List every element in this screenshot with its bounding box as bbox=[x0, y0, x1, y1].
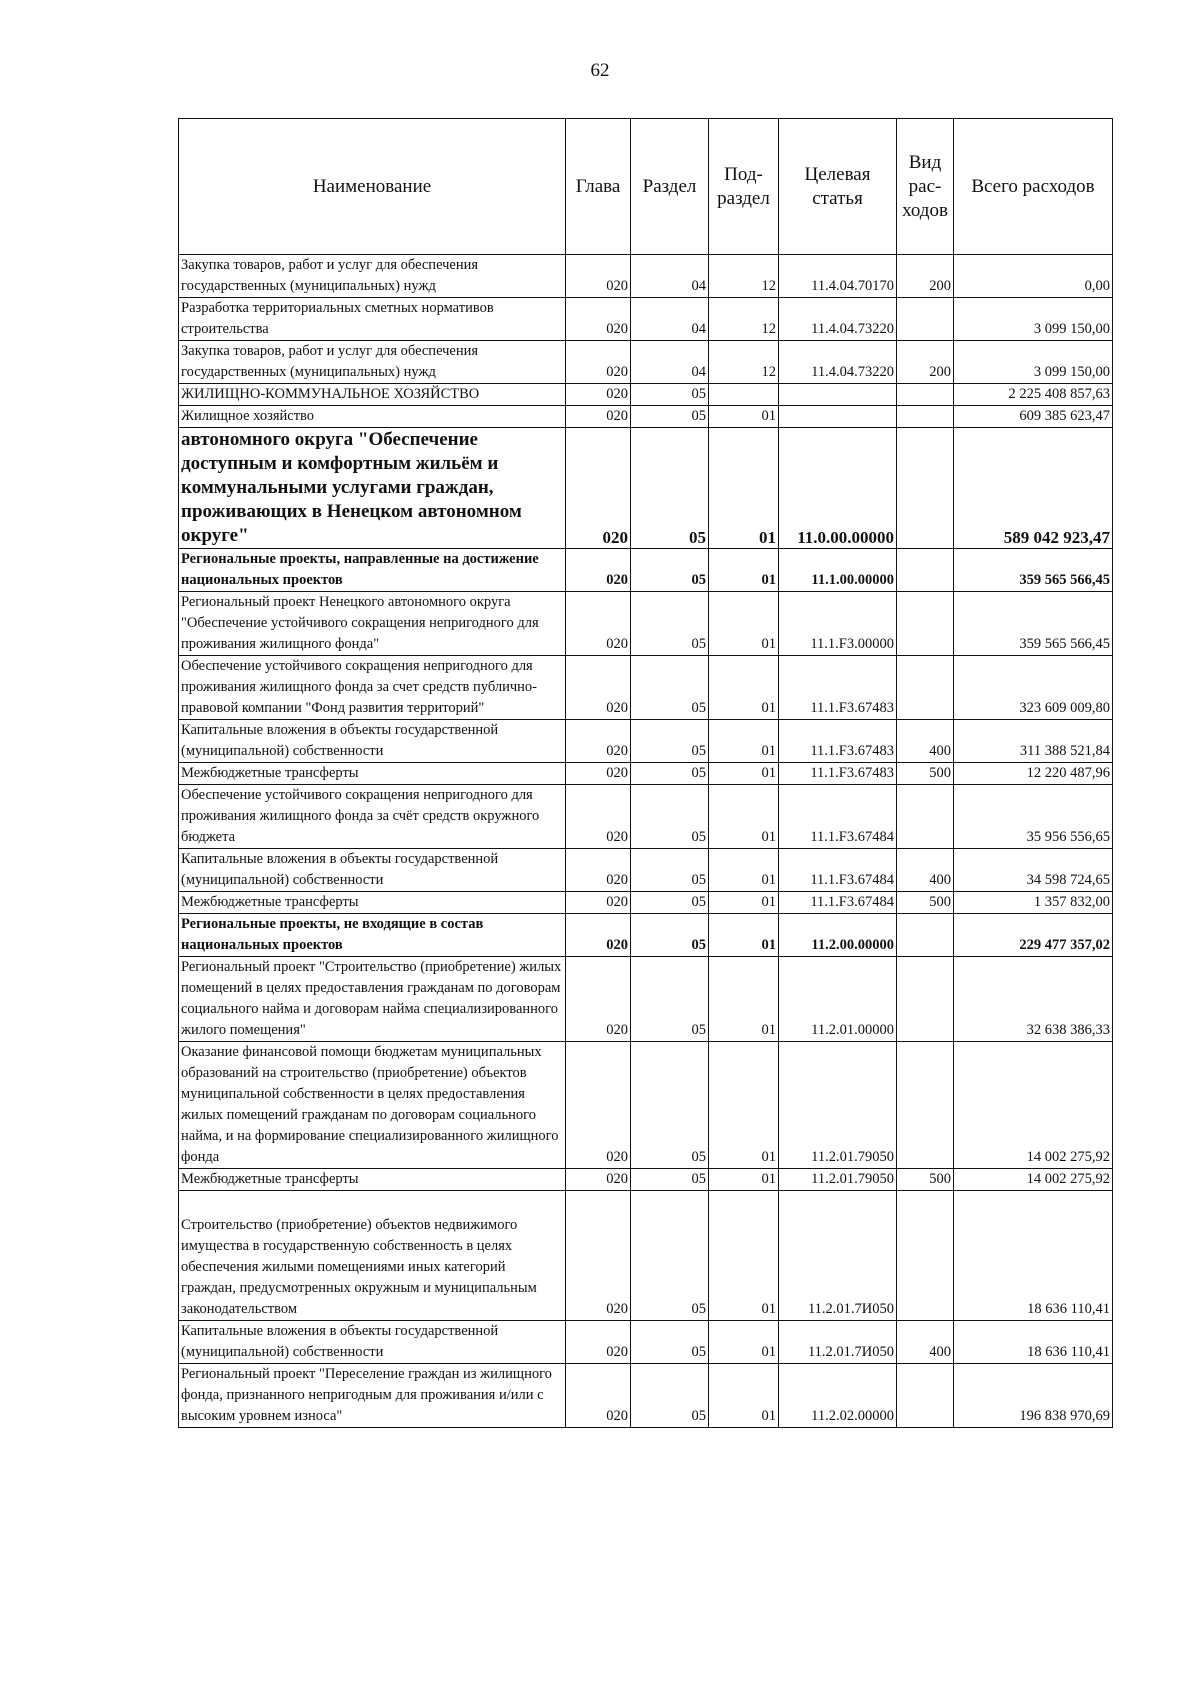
table-row bbox=[179, 255, 1113, 298]
cell-razdel: 05 bbox=[631, 957, 709, 1042]
col-header-total: Всего расходов bbox=[954, 119, 1113, 255]
cell-total: 35 956 556,65 bbox=[954, 785, 1113, 849]
cell-glava: 020 bbox=[566, 720, 631, 763]
cell-celevaya: 11.2.02.00000 bbox=[779, 1364, 897, 1428]
cell-razdel: 05 bbox=[631, 406, 709, 428]
cell-razdel: 05 bbox=[631, 720, 709, 763]
cell-name: Закупка товаров, работ и услуг для обеспечения государственных (муниципальных) нужд bbox=[179, 341, 566, 384]
cell-razdel: 04 bbox=[631, 298, 709, 341]
cell-name: Капитальные вложения в объекты государственной (муниципальной) собственности bbox=[179, 849, 566, 892]
cell-glava: 020 bbox=[566, 428, 631, 549]
cell-glava: 020 bbox=[566, 1364, 631, 1428]
cell-total: 359 565 566,45 bbox=[954, 592, 1113, 656]
cell-total: 34 598 724,65 bbox=[954, 849, 1113, 892]
cell-podrazdel: 01 bbox=[709, 592, 779, 656]
cell-total: 14 002 275,92 bbox=[954, 1169, 1113, 1191]
cell-glava: 020 bbox=[566, 656, 631, 720]
cell-podrazdel: 01 bbox=[709, 656, 779, 720]
cell-podrazdel: 01 bbox=[709, 406, 779, 428]
cell-name: Обеспечение устойчивого сокращения непригодного для проживания жилищного фонда за счет средств публично-правовой компании "Фонд развития территорий" bbox=[179, 656, 566, 720]
cell-glava: 020 bbox=[566, 957, 631, 1042]
cell-razdel: 04 bbox=[631, 341, 709, 384]
cell-total: 323 609 009,80 bbox=[954, 656, 1113, 720]
cell-razdel: 05 bbox=[631, 1169, 709, 1191]
cell-total: 12 220 487,96 bbox=[954, 763, 1113, 785]
col-header-celevaya: Целевая статья bbox=[779, 119, 897, 255]
cell-celevaya: 11.0.00.00000 bbox=[779, 428, 897, 549]
cell-celevaya: 11.1.F3.67484 bbox=[779, 849, 897, 892]
cell-total: 229 477 357,02 bbox=[954, 914, 1113, 957]
cell-vid bbox=[897, 1042, 954, 1169]
cell-razdel: 04 bbox=[631, 255, 709, 298]
cell-podrazdel: 12 bbox=[709, 298, 779, 341]
cell-vid bbox=[897, 914, 954, 957]
col-header-podrazdel: Под-раздел bbox=[709, 119, 779, 255]
cell-celevaya: 11.4.04.73220 bbox=[779, 341, 897, 384]
table-row bbox=[179, 1191, 1113, 1321]
cell-vid: 500 bbox=[897, 763, 954, 785]
cell-celevaya: 11.2.01.79050 bbox=[779, 1042, 897, 1169]
cell-name: Оказание финансовой помощи бюджетам муниципальных образований на строительство (приобретение) объектов муниципальной собственности в целях предоставления жилых помещений гражданам по договорам социального найма, и на формирование специализированного жилищного фонда bbox=[179, 1042, 566, 1169]
cell-vid bbox=[897, 957, 954, 1042]
cell-podrazdel: 01 bbox=[709, 1191, 779, 1321]
table-row bbox=[179, 298, 1113, 341]
cell-glava: 020 bbox=[566, 592, 631, 656]
cell-vid bbox=[897, 1191, 954, 1321]
cell-celevaya: 11.2.01.7И050 bbox=[779, 1191, 897, 1321]
table-row bbox=[179, 384, 1113, 406]
cell-total: 311 388 521,84 bbox=[954, 720, 1113, 763]
cell-podrazdel: 12 bbox=[709, 341, 779, 384]
table-row bbox=[179, 1321, 1113, 1364]
cell-total: 3 099 150,00 bbox=[954, 298, 1113, 341]
cell-total: 3 099 150,00 bbox=[954, 341, 1113, 384]
cell-vid: 500 bbox=[897, 1169, 954, 1191]
cell-celevaya: 11.2.00.00000 bbox=[779, 914, 897, 957]
cell-name: Капитальные вложения в объекты государственной (муниципальной) собственности bbox=[179, 720, 566, 763]
cell-razdel: 05 bbox=[631, 1042, 709, 1169]
cell-name: Жилищное хозяйство bbox=[179, 406, 566, 428]
cell-glava: 020 bbox=[566, 1191, 631, 1321]
cell-name: Межбюджетные трансферты bbox=[179, 763, 566, 785]
cell-podrazdel: 01 bbox=[709, 1042, 779, 1169]
cell-razdel: 05 bbox=[631, 763, 709, 785]
table-row bbox=[179, 849, 1113, 892]
table-row bbox=[179, 785, 1113, 849]
table-row bbox=[179, 914, 1113, 957]
cell-name: Капитальные вложения в объекты государственной (муниципальной) собственности bbox=[179, 1321, 566, 1364]
table-row bbox=[179, 892, 1113, 914]
cell-razdel: 05 bbox=[631, 1191, 709, 1321]
cell-vid bbox=[897, 298, 954, 341]
cell-glava: 020 bbox=[566, 1042, 631, 1169]
cell-glava: 020 bbox=[566, 785, 631, 849]
cell-celevaya: 11.4.04.70170 bbox=[779, 255, 897, 298]
cell-vid: 400 bbox=[897, 849, 954, 892]
cell-celevaya: 11.1.F3.67483 bbox=[779, 720, 897, 763]
cell-name: Закупка товаров, работ и услуг для обеспечения государственных (муниципальных) нужд bbox=[179, 255, 566, 298]
cell-podrazdel: 01 bbox=[709, 1169, 779, 1191]
cell-total: 18 636 110,41 bbox=[954, 1321, 1113, 1364]
table-row bbox=[179, 720, 1113, 763]
cell-podrazdel: 01 bbox=[709, 892, 779, 914]
page-number: 62 bbox=[590, 60, 610, 81]
cell-vid bbox=[897, 549, 954, 592]
cell-glava: 020 bbox=[566, 1169, 631, 1191]
cell-podrazdel: 01 bbox=[709, 428, 779, 549]
cell-name: Региональные проекты, направленные на достижение национальных проектов bbox=[179, 549, 566, 592]
cell-total: 14 002 275,92 bbox=[954, 1042, 1113, 1169]
cell-razdel: 05 bbox=[631, 656, 709, 720]
table-row bbox=[179, 1042, 1113, 1169]
table-header-row bbox=[179, 119, 1113, 255]
cell-celevaya: 11.2.01.7И050 bbox=[779, 1321, 897, 1364]
cell-razdel: 05 bbox=[631, 428, 709, 549]
cell-vid bbox=[897, 656, 954, 720]
col-header-razdel: Раздел bbox=[631, 119, 709, 255]
cell-podrazdel: 01 bbox=[709, 720, 779, 763]
cell-vid: 500 bbox=[897, 892, 954, 914]
cell-podrazdel: 01 bbox=[709, 957, 779, 1042]
table-row bbox=[179, 592, 1113, 656]
cell-glava: 020 bbox=[566, 255, 631, 298]
cell-podrazdel: 01 bbox=[709, 849, 779, 892]
cell-name: автономного округа "Обеспечение доступным и комфортным жильём и коммунальными услугами граждан, проживающих в Ненецком автономном округе" bbox=[179, 428, 566, 549]
cell-glava: 020 bbox=[566, 341, 631, 384]
col-header-glava: Глава bbox=[566, 119, 631, 255]
cell-podrazdel: 01 bbox=[709, 1321, 779, 1364]
cell-total: 1 357 832,00 bbox=[954, 892, 1113, 914]
cell-total: 2 225 408 857,63 bbox=[954, 384, 1113, 406]
cell-celevaya: 11.4.04.73220 bbox=[779, 298, 897, 341]
cell-glava: 020 bbox=[566, 298, 631, 341]
cell-vid bbox=[897, 428, 954, 549]
cell-name: Региональный проект "Строительство (приобретение) жилых помещений в целях предоставления гражданам по договорам социального найма и договорам найма специализированного жилого помещения" bbox=[179, 957, 566, 1042]
cell-podrazdel: 01 bbox=[709, 763, 779, 785]
table-row bbox=[179, 406, 1113, 428]
cell-podrazdel bbox=[709, 384, 779, 406]
cell-celevaya: 11.1.F3.67483 bbox=[779, 656, 897, 720]
cell-podrazdel: 01 bbox=[709, 914, 779, 957]
cell-celevaya bbox=[779, 384, 897, 406]
cell-celevaya: 11.1.00.00000 bbox=[779, 549, 897, 592]
cell-name: Межбюджетные трансферты bbox=[179, 1169, 566, 1191]
col-header-vid: Вид рас-ходов bbox=[897, 119, 954, 255]
cell-total: 359 565 566,45 bbox=[954, 549, 1113, 592]
cell-vid: 200 bbox=[897, 255, 954, 298]
cell-razdel: 05 bbox=[631, 785, 709, 849]
table-row bbox=[179, 957, 1113, 1042]
table-row bbox=[179, 428, 1113, 549]
cell-name: Региональные проекты, не входящие в состав национальных проектов bbox=[179, 914, 566, 957]
cell-vid bbox=[897, 785, 954, 849]
cell-glava: 020 bbox=[566, 849, 631, 892]
table-row bbox=[179, 656, 1113, 720]
cell-glava: 020 bbox=[566, 549, 631, 592]
budget-table bbox=[178, 118, 1113, 1428]
cell-celevaya: 11.1.F3.67484 bbox=[779, 785, 897, 849]
cell-podrazdel: 01 bbox=[709, 549, 779, 592]
cell-podrazdel: 01 bbox=[709, 785, 779, 849]
cell-celevaya: 11.2.01.79050 bbox=[779, 1169, 897, 1191]
cell-razdel: 05 bbox=[631, 549, 709, 592]
cell-vid bbox=[897, 406, 954, 428]
cell-vid: 400 bbox=[897, 720, 954, 763]
cell-razdel: 05 bbox=[631, 592, 709, 656]
cell-name: Разработка территориальных сметных нормативов строительства bbox=[179, 298, 566, 341]
cell-razdel: 05 bbox=[631, 384, 709, 406]
cell-vid bbox=[897, 384, 954, 406]
cell-total: 0,00 bbox=[954, 255, 1113, 298]
table-body bbox=[179, 255, 1113, 1428]
cell-name: Региональный проект "Переселение граждан из жилищного фонда, признанного непригодным для проживания и/или с высоким уровнем износа" bbox=[179, 1364, 566, 1428]
cell-name: Региональный проект Ненецкого автономного округа "Обеспечение устойчивого сокращения непригодного для проживания жилищного фонда" bbox=[179, 592, 566, 656]
cell-razdel: 05 bbox=[631, 914, 709, 957]
cell-celevaya: 11.2.01.00000 bbox=[779, 957, 897, 1042]
cell-vid: 400 bbox=[897, 1321, 954, 1364]
table-row bbox=[179, 341, 1113, 384]
cell-total: 196 838 970,69 bbox=[954, 1364, 1113, 1428]
cell-total: 32 638 386,33 bbox=[954, 957, 1113, 1042]
cell-razdel: 05 bbox=[631, 892, 709, 914]
cell-total: 589 042 923,47 bbox=[954, 428, 1113, 549]
table-row bbox=[179, 763, 1113, 785]
table-row bbox=[179, 1169, 1113, 1191]
cell-glava: 020 bbox=[566, 406, 631, 428]
cell-celevaya: 11.1.F3.67483 bbox=[779, 763, 897, 785]
cell-name: Межбюджетные трансферты bbox=[179, 892, 566, 914]
cell-total: 18 636 110,41 bbox=[954, 1191, 1113, 1321]
cell-glava: 020 bbox=[566, 914, 631, 957]
cell-celevaya: 11.1.F3.67484 bbox=[779, 892, 897, 914]
cell-celevaya bbox=[779, 406, 897, 428]
table-row bbox=[179, 1364, 1113, 1428]
cell-name: ЖИЛИЩНО-КОММУНАЛЬНОЕ ХОЗЯЙСТВО bbox=[179, 384, 566, 406]
cell-podrazdel: 12 bbox=[709, 255, 779, 298]
cell-razdel: 05 bbox=[631, 849, 709, 892]
cell-razdel: 05 bbox=[631, 1364, 709, 1428]
cell-vid bbox=[897, 592, 954, 656]
cell-glava: 020 bbox=[566, 892, 631, 914]
cell-razdel: 05 bbox=[631, 1321, 709, 1364]
cell-vid bbox=[897, 1364, 954, 1428]
table-row bbox=[179, 549, 1113, 592]
cell-celevaya: 11.1.F3.00000 bbox=[779, 592, 897, 656]
cell-total: 609 385 623,47 bbox=[954, 406, 1113, 428]
cell-vid: 200 bbox=[897, 341, 954, 384]
cell-glava: 020 bbox=[566, 763, 631, 785]
cell-name: Обеспечение устойчивого сокращения непригодного для проживания жилищного фонда за счёт средств окружного бюджета bbox=[179, 785, 566, 849]
cell-glava: 020 bbox=[566, 384, 631, 406]
cell-name: Строительство (приобретение) объектов недвижимого имущества в государственную собственность в целях обеспечения жилыми помещениями иных категорий граждан, предусмотренных окружным и муниципальным законодательством bbox=[179, 1191, 566, 1321]
cell-podrazdel: 01 bbox=[709, 1364, 779, 1428]
cell-glava: 020 bbox=[566, 1321, 631, 1364]
col-header-name: Наименование bbox=[179, 119, 566, 255]
